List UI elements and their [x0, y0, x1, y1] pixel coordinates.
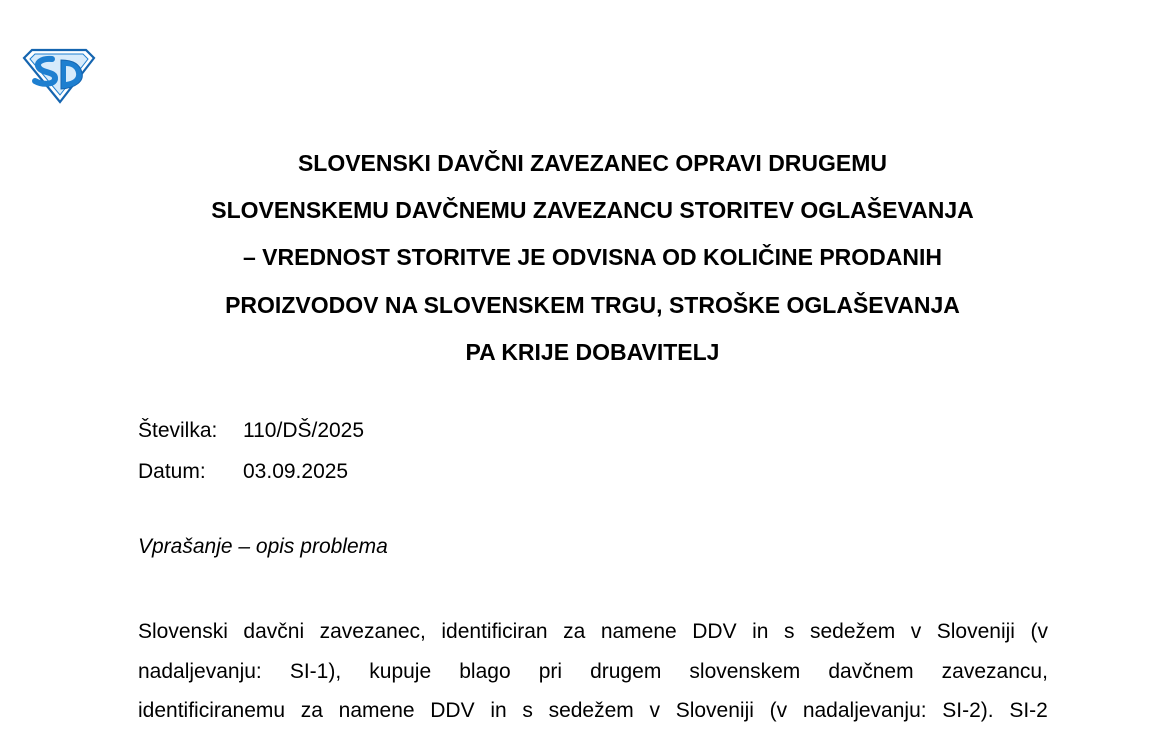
- body-word: namene: [338, 699, 415, 722]
- body-word: davčnem: [828, 659, 914, 683]
- body-word: in: [752, 620, 769, 643]
- body-word: Sloveniji: [675, 699, 754, 722]
- body-word: sedežem: [548, 699, 634, 722]
- body-word: zavezancu,: [941, 659, 1048, 683]
- body-word: kupuje: [369, 659, 432, 683]
- body-word: (v: [1030, 620, 1048, 643]
- body-word: (v: [769, 699, 788, 722]
- body-word: in: [490, 699, 507, 722]
- title-line: – VREDNOST STORITVE JE ODVISNA OD KOLIČINE PRODANIH: [242, 244, 943, 271]
- body-word: DDV: [692, 620, 737, 643]
- body-word: nadaljevanju:: [138, 659, 262, 683]
- body-word: namene: [600, 620, 677, 643]
- body-word: za: [563, 620, 586, 643]
- body-word: s: [522, 699, 533, 722]
- body-word: DDV: [430, 699, 475, 722]
- number-value: 110/DŠ/2025: [243, 419, 365, 442]
- body-line: [138, 652, 1048, 692]
- date-row: [138, 451, 364, 492]
- body-word: identificiranemu: [138, 699, 286, 722]
- title-line: SLOVENSKEMU DAVČNEMU ZAVEZANCU STORITEV OGLAŠEVANJA: [211, 197, 974, 224]
- section-heading: Vprašanje – opis problema: [138, 535, 388, 558]
- date-value: 03.09.2025: [243, 460, 349, 483]
- body-word: davčni: [243, 620, 305, 643]
- body-word: v: [910, 620, 922, 643]
- body-line: [138, 612, 1048, 652]
- body-word: Slovenski: [138, 620, 228, 643]
- body-word: s: [783, 620, 795, 643]
- body-word: blago: [459, 659, 511, 683]
- title-line: PROIZVODOV NA SLOVENSKEM TRGU, STROŠKE OGLAŠEVANJA: [225, 291, 960, 318]
- body-word: SI-1),: [289, 659, 342, 683]
- body-word: zavezanec,: [319, 620, 426, 643]
- body-word: slovenskem: [689, 659, 801, 683]
- body-word: identificiran: [441, 620, 548, 643]
- body-word: drugem: [590, 659, 662, 683]
- date-label: Datum:: [138, 460, 206, 483]
- number-row: [138, 410, 364, 451]
- body-word: nadaljevanju:: [802, 699, 927, 722]
- body-word: SI-2).: [942, 699, 994, 722]
- body-word: sedežem: [809, 620, 896, 643]
- body-word: SI-2: [1009, 699, 1048, 722]
- body-word: Sloveniji: [936, 620, 1015, 643]
- sd-logo-icon: [22, 48, 96, 104]
- title-line: PA KRIJE DOBAVITELJ: [465, 338, 720, 365]
- body-line: [138, 691, 1048, 731]
- body-word: za: [300, 699, 323, 722]
- number-label: Številka:: [138, 419, 218, 442]
- body-word: pri: [538, 659, 563, 683]
- title-line: SLOVENSKI DAVČNI ZAVEZANEC OPRAVI DRUGEMU: [297, 150, 888, 176]
- document-title: [130, 140, 1055, 376]
- body-word: v: [649, 699, 660, 722]
- document-meta: [138, 410, 364, 492]
- body-paragraph: [138, 612, 1048, 731]
